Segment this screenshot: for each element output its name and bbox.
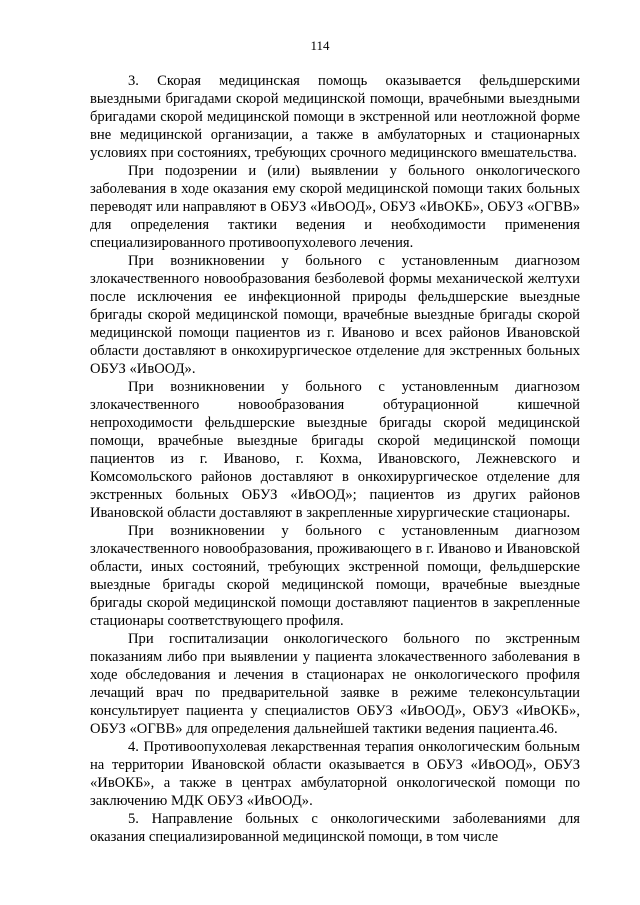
- paragraph-5-referral: 5. Направление больных с онкологическими заболеваниями для оказания специализированной медицинской помощи, в том числе: [90, 811, 580, 845]
- paragraph-suspected-cancer: При подозрении и (или) выявлении у больного онкологического заболевания в ходе оказания ему скорой медицинской помощи таких больных переводят или направляют в ОБУЗ «ИвООД», ОБУЗ «ИвОКБ», ОБУЗ «ОГВВ» для определения тактики ведения и необходимости применения специализированного противоопухолевого лечения.: [90, 163, 580, 251]
- paragraph-3-emergency-care: 3. Скорая медицинская помощь оказывается фельдшерскими выездными бригадами скорой медицинской помощи, врачебными выездными бригадами скорой медицинской помощи в экстренной или неотложной форме вне медицинской организации, а также в амбулаторных и стационарных условиях при состояниях, требующих срочного медицинского вмешательства.: [90, 73, 580, 161]
- page-number: 114: [310, 38, 330, 53]
- paragraph-4-drug-therapy: 4. Противоопухолевая лекарственная терапия онкологическим больным на территории Ивановской области оказывается в ОБУЗ «ИвООД», ОБУЗ «ИвОКБ», а также в центрах амбулаторной онкологической помощи по заключению МДК ОБУЗ «ИвООД».: [90, 739, 580, 809]
- paragraph-other-emergencies: При возникновении у больного с установленным диагнозом злокачественного новообразования, проживающего в г. Иваново и Ивановской области, иных состояний, требующих экстренной помощи, фельдшерские выездные бригады скорой медицинской помощи, врачебные выездные бригады скорой медицинской помощи доставляют пациентов в закрепленные стационары соответствующего профиля.: [90, 523, 580, 629]
- paragraph-hospitalization: При госпитализации онкологического больного по экстренным показаниям либо при выявлении у пациента злокачественного заболевания в ходе обследования и лечения в стационарах не онкологического профиля лечащий врач по предварительной заявке в режиме телеконсультации консультирует пациента у специалистов ОБУЗ «ИвООД», ОБУЗ «ИвОКБ», ОБУЗ «ОГВВ» для определения дальнейшей тактики ведения пациента.46.: [90, 631, 580, 737]
- document-body: [90, 72, 580, 846]
- paragraph-intestinal-obstruction: При возникновении у больного с установленным диагнозом злокачественного новообразования обтурационной кишечной непроходимости фельдшерские выездные бригады скорой медицинской помощи, врачебные выездные бригады скорой медицинской помощи пациентов из г. Иваново, г. Кохма, Ивановского, Лежневского и Комсомольского районов доставляют в онкохирургическое отделение для экстренных больных ОБУЗ «ИвООД»; пациентов из других районов Ивановской области доставляют в закрепленные хирургические стационары.: [90, 379, 580, 521]
- paragraph-jaundice: При возникновении у больного с установленным диагнозом злокачественного новообразования безболевой формы механической желтухи после исключения ее инфекционной природы фельдшерские выездные бригады скорой медицинской помощи, врачебные выездные бригады скорой медицинской помощи пациентов из г. Иваново и всех районов Ивановской области доставляют в онкохирургическое отделение для экстренных больных ОБУЗ «ИвООД».: [90, 253, 580, 377]
